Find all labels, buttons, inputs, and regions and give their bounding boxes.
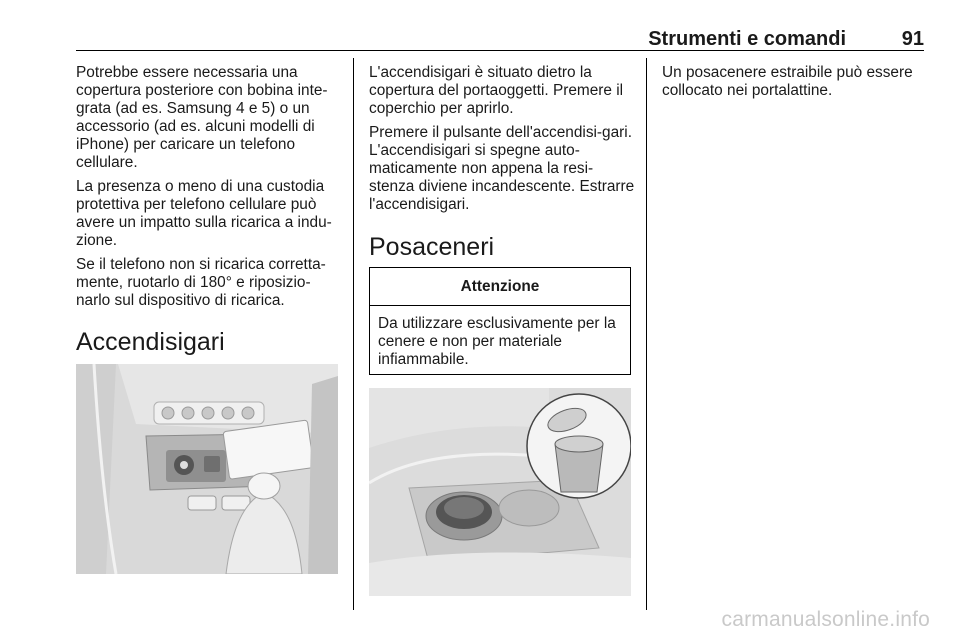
warning-box bbox=[369, 267, 631, 375]
page-number: 91 bbox=[901, 28, 924, 50]
cigarette-lighter-illustration bbox=[76, 364, 338, 574]
warning-title: Attenzione bbox=[370, 268, 630, 306]
heading-accendisigari: Accendisigari bbox=[76, 328, 225, 356]
column-2 bbox=[369, 64, 637, 220]
paragraph: Un posacenere estraibile può essere collocato nei portalattine. bbox=[662, 64, 913, 99]
paragraph: Potrebbe essere necessaria una copertura posteriore con bobina inte-grata (ad es. Samsung 4 e 5) o un accessorio (ad es. alcuni modelli di iPhone) per caricare un telefono cellulare. bbox=[76, 64, 328, 171]
ashtray-illustration bbox=[369, 388, 631, 596]
header-rule bbox=[76, 50, 924, 51]
column-divider-2 bbox=[646, 58, 647, 610]
warning-body: Da utilizzare esclusivamente per la cenere e non per materiale infiammabile. bbox=[378, 315, 616, 368]
column-3 bbox=[662, 64, 926, 106]
section-title: Strumenti e comandi bbox=[648, 28, 846, 50]
page-header bbox=[76, 26, 924, 50]
heading-posaceneri: Posaceneri bbox=[369, 233, 495, 261]
column-divider-1 bbox=[353, 58, 354, 610]
paragraph: Premere il pulsante dell'accendisi-gari. L'accendisigari si spegne auto-maticamente non appena la resi-stenza diviene incandescente. Estrarre l'accendisigari. bbox=[369, 124, 635, 213]
watermark: carmanualsonline.info bbox=[721, 608, 930, 631]
paragraph: L'accendisigari è situato dietro la copertura del portaoggetti. Premere il coperchio per aprirlo. bbox=[369, 64, 624, 117]
column-1 bbox=[76, 64, 344, 316]
paragraph: Se il telefono non si ricarica corretta-mente, ruotarlo di 180° e riposizio-narlo sul dispositivo di ricarica. bbox=[76, 256, 326, 309]
paragraph: La presenza o meno di una custodia protettiva per telefono cellulare può avere un impatto sulla ricarica a indu-zione. bbox=[76, 178, 332, 249]
